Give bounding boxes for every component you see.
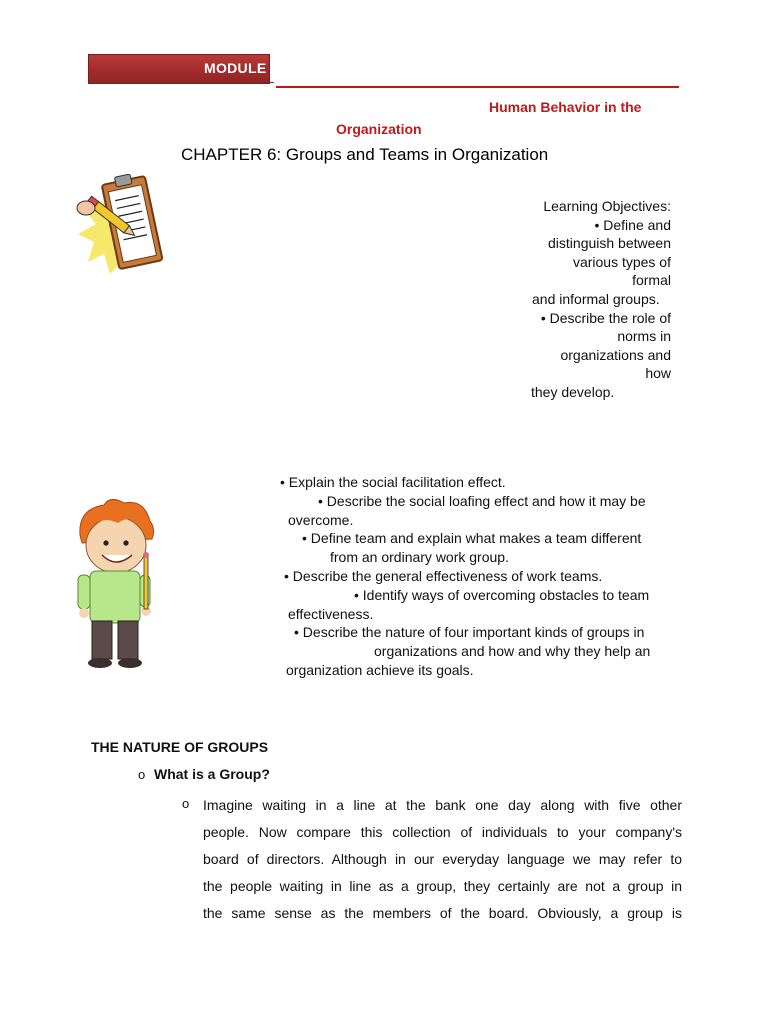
course-title-line1: Human Behavior in the [489, 99, 642, 115]
chapter-title: CHAPTER 6: Groups and Teams in Organization [181, 145, 549, 164]
paragraph-line: Imagine waiting in a line at the bank one day along with five other [203, 797, 682, 813]
objective-line: how [645, 365, 671, 382]
paragraph-line: the same sense as the members of the board. Obviously, a group is [203, 905, 682, 921]
body-paragraph [203, 792, 682, 927]
bullet-marker: o [182, 796, 190, 811]
bullet-marker: o [138, 767, 146, 782]
objective-line: • Describe the social loafing effect and how it may be [318, 492, 646, 509]
objective-line: • Describe the role of [540, 309, 671, 326]
course-title-line2: Organization [336, 121, 422, 137]
objectives-heading: Learning Objectives: [543, 198, 671, 214]
banner-underline [88, 82, 274, 83]
paragraph-line: people. Now compare this collection of individuals to your company's [203, 824, 682, 840]
objective-line: overcome. [288, 511, 354, 528]
section-heading: THE NATURE OF GROUPS [91, 739, 269, 755]
header-divider [276, 86, 679, 88]
objective-line: effectiveness. [288, 605, 374, 622]
paragraph-line: the people waiting in line as a group, they certainly are not a group in [203, 878, 682, 894]
objective-line: • Define and [594, 216, 671, 233]
objective-line: organizations and how and why they help an [374, 643, 651, 660]
objective-line: • Define team and explain what makes a team different [302, 530, 642, 547]
objective-line: and informal groups. [532, 290, 660, 307]
objective-line: norms in [617, 328, 671, 345]
learning-objectives [520, 197, 671, 402]
objectives-continued [278, 473, 673, 680]
paragraph-line: board of directors. Although in our everyday language we may refer to [203, 851, 682, 867]
objective-line: • Describe the general effectiveness of work teams. [284, 567, 603, 584]
module-label: MODULE [204, 60, 267, 76]
objective-line: • Explain the social facilitation effect. [280, 474, 506, 490]
subheading: What is a Group? [154, 766, 270, 782]
objective-line: they develop. [531, 383, 615, 400]
module-banner [88, 54, 270, 84]
objective-line: • Identify ways of overcoming obstacles to team [354, 586, 650, 603]
objective-line: various types of [572, 253, 671, 270]
clipboard-pencil-icon [74, 166, 172, 280]
objective-line: formal [632, 272, 671, 289]
boy-with-pencil-illustration [74, 493, 166, 670]
objective-line: from an ordinary work group. [330, 549, 509, 566]
objective-line: organizations and [560, 346, 671, 363]
objective-line: distinguish between [548, 235, 671, 252]
objective-line: • Describe the nature of four important kinds of groups in [294, 624, 645, 641]
objective-line: organization achieve its goals. [286, 661, 474, 678]
